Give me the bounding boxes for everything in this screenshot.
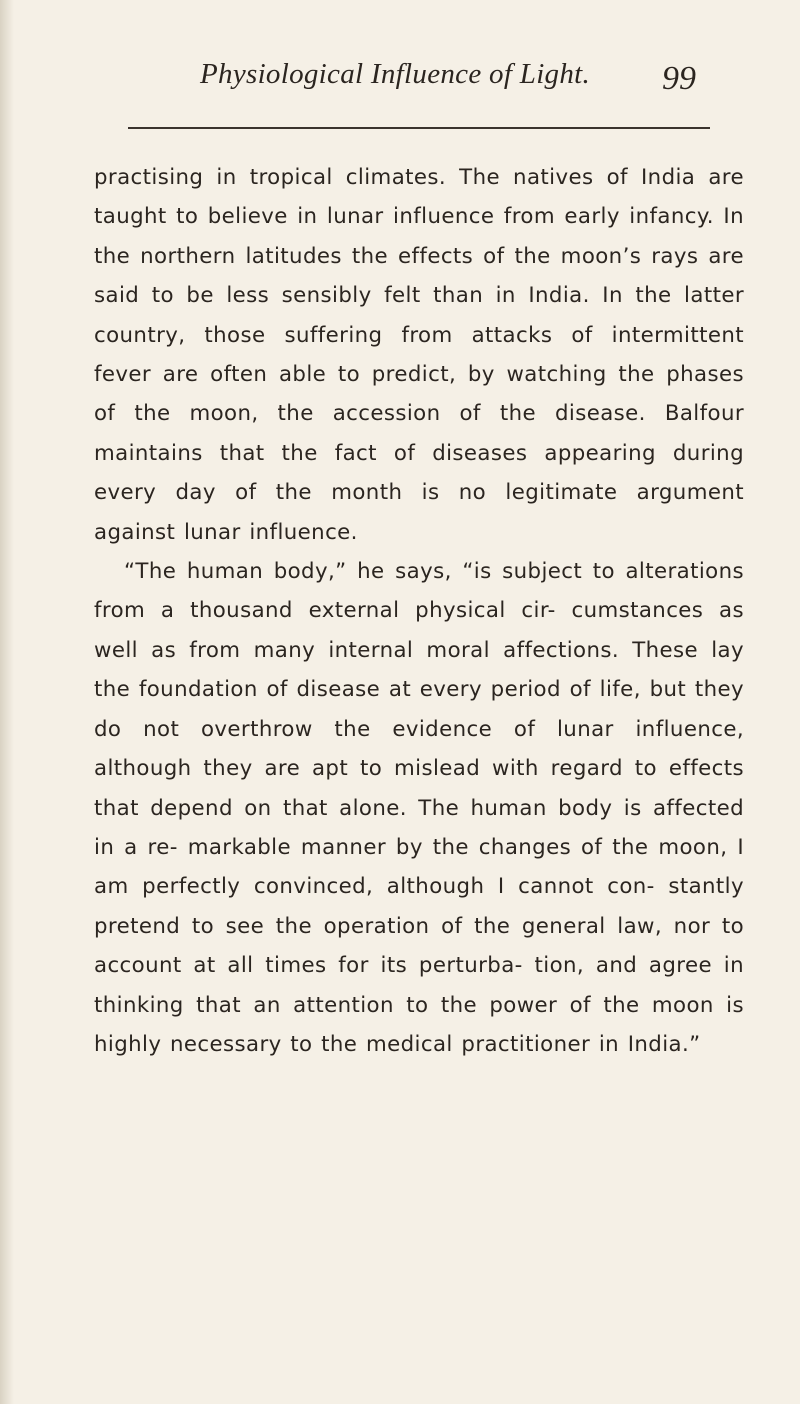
body-text: [94, 158, 744, 1064]
paragraph-continued: practising in tropical climates. The natives of India are taught to believe in lunar influence from early infancy. In the northern latitudes the effects of the moon’s rays are said to be less sensibly felt than in India. In the latter country, those suffering from attacks of intermittent fever are often able to predict, by watching the phases of the moon, the accession of the disease. Balfour maintains that the fact of diseases appearing during every day of the month is no legitimate argument against lunar influence.: [94, 165, 744, 545]
paragraph-quotation: “The human body,” he says, “is subject to alterations from a thousand external physical cir- cumstances as well as from many internal moral affections. These lay the foundation of disease at every period of life, but they do not overthrow the evidence of lunar influence, although they are apt to mislead with regard to effects that depend on that alone. The human body is affected in a re- markable manner by the changes of the moon, I am perfectly convinced, although I cannot con- stantly pretend to see the operation of the general law, nor to account at all times for its perturba- tion, and agree in thinking that an attention to the power of the moon is highly necessary to the medical practitioner in India.”: [94, 559, 744, 1057]
page-gutter-shadow: [0, 0, 14, 1404]
page-number: 99: [662, 60, 696, 97]
running-head-title: Physiological Influence of Light.: [200, 58, 591, 90]
header-rule: [128, 127, 710, 129]
